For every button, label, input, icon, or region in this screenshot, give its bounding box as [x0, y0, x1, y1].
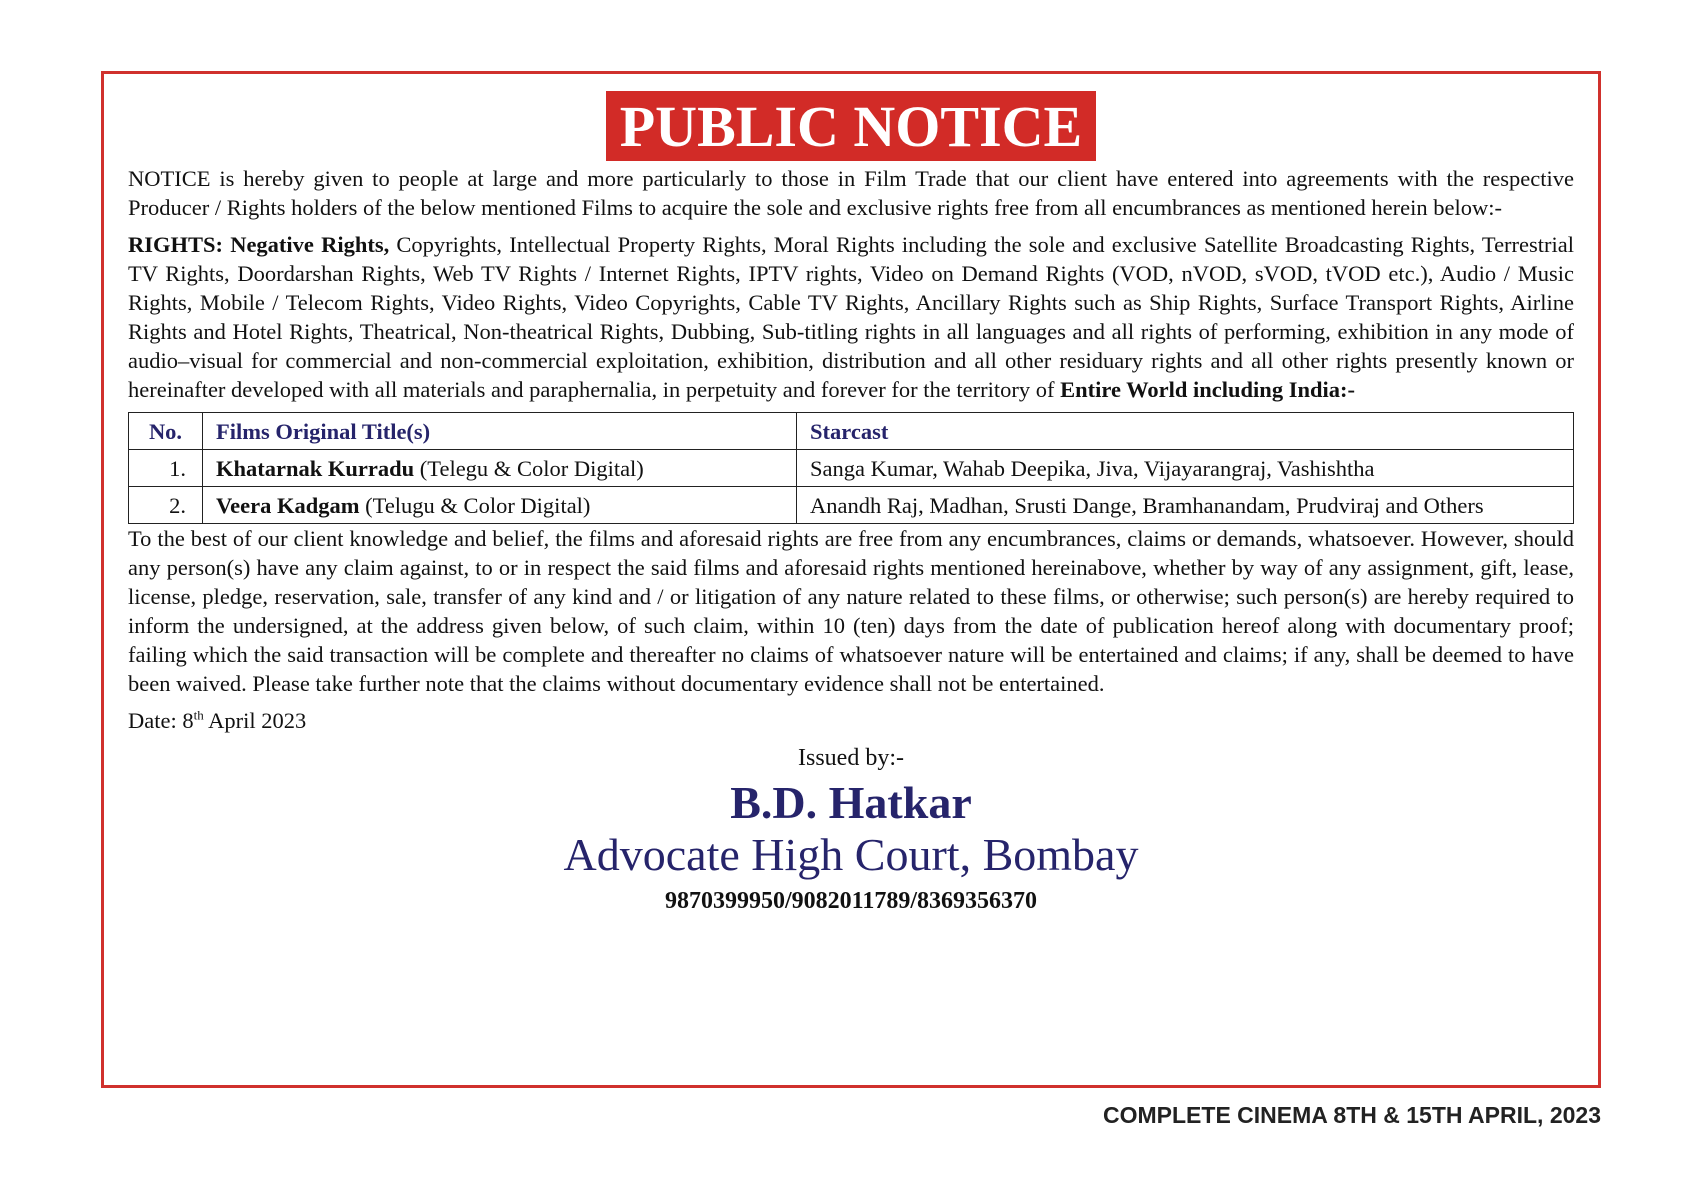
date-suffix: April 2023 [203, 708, 307, 733]
table-header-row [129, 413, 1574, 450]
row-no: 1. [129, 450, 203, 487]
issuer-title: Advocate High Court, Bombay [563, 829, 1139, 880]
row-starcast: Sanga Kumar, Wahab Deepika, Jiva, Vijayarangraj, Vashishtha [797, 450, 1574, 487]
row-title [203, 487, 797, 524]
header-no: No. [129, 413, 203, 450]
table-row [129, 450, 1574, 487]
date-superscript: th [193, 707, 204, 723]
issued-by: Issued by:- [798, 745, 904, 771]
issuer-name: B.D. Hatkar [730, 777, 972, 828]
notice-date [128, 706, 1574, 735]
film-title: Khatarnak Kurradu [216, 456, 415, 481]
date-prefix: Date: 8 [128, 708, 194, 733]
claims-paragraph: To the best of our client knowledge and belief, the films and aforesaid rights are free from any encumbrances, claims or demands, whatsoever. However, should any person(s) have any claim against, to or in respect the said films and aforesaid rights mentioned hereinabove, whether by way of any assignment, gift, lease, license, pledge, reservation, sale, transfer of any kind and / or litigation of any nature related to these films, or otherwise; such person(s) are hereby required to inform the undersigned, at the address given below, of such claim, within 10 (ten) days from the date of publication hereof along with documentary proof; failing which the said transaction will be complete and thereafter no claims of whatsoever nature will be entertained and claims; if any, shall be deemed to have been waived. Please take further note that the claims without documentary evidence shall not be entertained. [128, 526, 1574, 696]
row-starcast: Anandh Raj, Madhan, Srusti Dange, Bramhanandam, Prudviraj and Others [797, 487, 1574, 524]
rights-label: RIGHTS: Negative Rights, [128, 232, 390, 257]
film-title-note: (Telegu & Color Digital) [414, 456, 644, 481]
publication-footer: COMPLETE CINEMA 8TH & 15TH APRIL, 2023 [1103, 1102, 1601, 1128]
issuer-phones: 9870399950/9082011789/8369356370 [664, 888, 1037, 914]
film-title: Veera Kadgam [216, 493, 360, 518]
film-title-note: (Telugu & Color Digital) [359, 493, 591, 518]
intro-paragraph: NOTICE is hereby given to people at large and more particularly to those in Film Trade that our client have entered into agreements with the respective Producer / Rights holders of the below mentioned Films to acquire the sole and exclusive rights free from all encumbrances as mentioned herein below:- [128, 166, 1574, 220]
notice-content [128, 164, 1574, 917]
films-table [128, 412, 1574, 524]
notice-title: PUBLIC NOTICE [606, 91, 1096, 161]
public-notice-box [101, 71, 1601, 1088]
rights-territory: Entire World including India:- [1060, 377, 1355, 402]
title-wrap [104, 91, 1598, 161]
rights-text: Copyrights, Intellectual Property Rights, Moral Rights including the sole and exclusive Satellite Broadcasting Rights, Terrestrial TV Rights, Doordarshan Rights, Web TV Rights / Internet Rights, IPTV rights, Video on Demand Rights (VOD, nVOD, sVOD, tVOD etc.), Audio / Music Rights, Mobile / Telecom Rights, Video Rights, Video Copyrights, Cable TV Rights, Ancillary Rights such as Ship Rights, Surface Transport Rights, Airline Rights and Hotel Rights, Theatrical, Non-theatrical Rights, Dubbing, Sub-titling rights in all languages and all rights of performing, exhibition in any mode of audio–visual for commercial and non-commercial exploitation, exhibition, distribution and all other residuary rights and all other rights presently known or hereinafter developed with all materials and paraphernalia, in perpetuity and forever for the territory of [128, 232, 1575, 402]
table-row [129, 487, 1574, 524]
row-no: 2. [129, 487, 203, 524]
header-title: Films Original Title(s) [203, 413, 797, 450]
row-title [203, 450, 797, 487]
header-starcast: Starcast [797, 413, 1574, 450]
rights-paragraph [128, 230, 1574, 404]
